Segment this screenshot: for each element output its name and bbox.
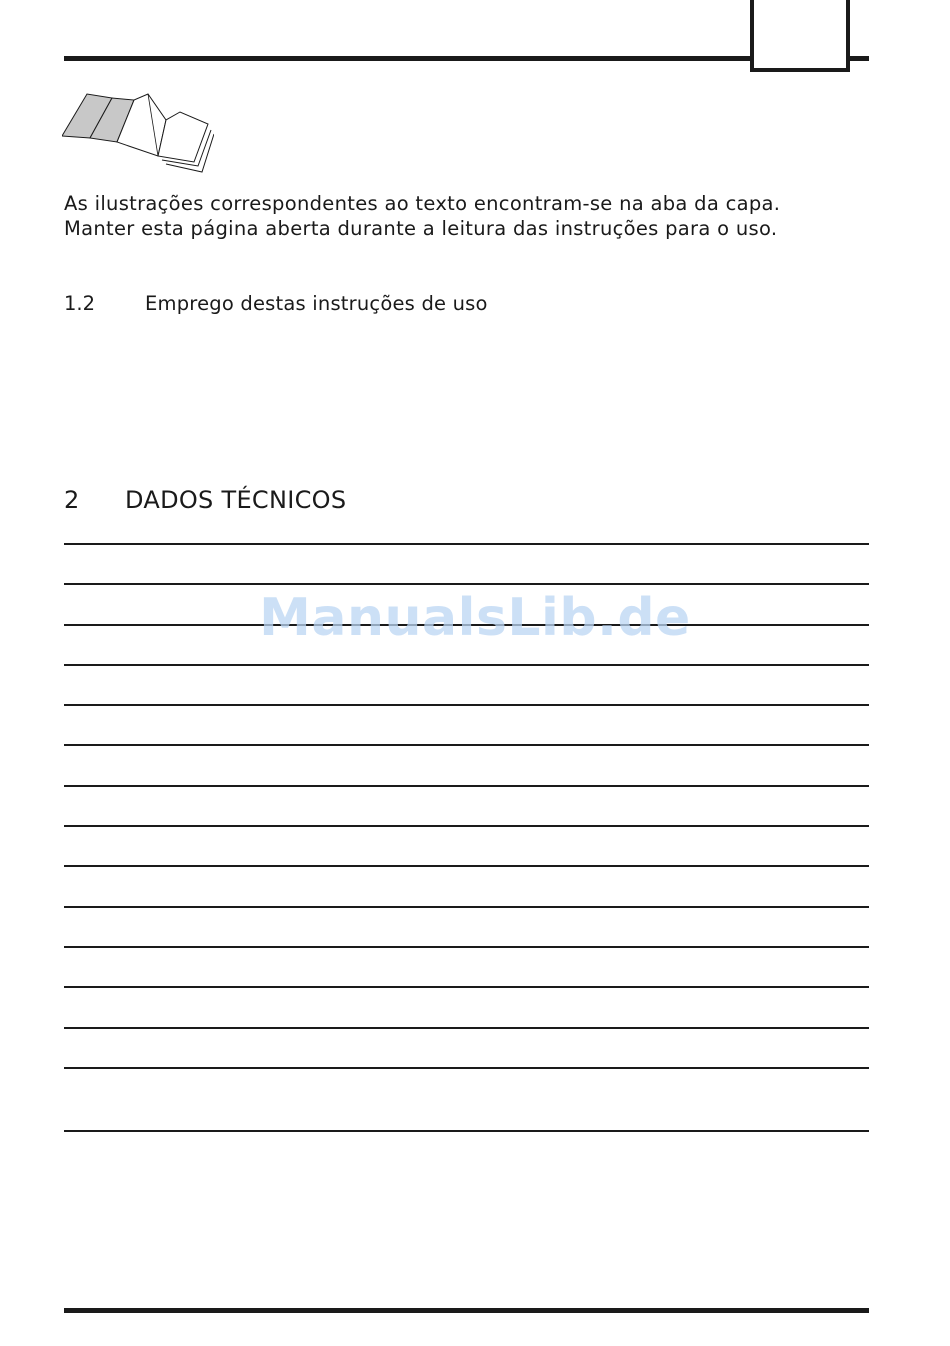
table-row <box>64 825 869 865</box>
table-row <box>64 906 869 946</box>
intro-line-1: As ilustrações correspondentes ao texto encontram-se na aba da capa. <box>64 192 781 215</box>
table-row <box>64 986 869 1026</box>
table-row <box>64 704 869 744</box>
table-row <box>64 865 869 905</box>
table-row <box>64 744 869 784</box>
table-row <box>64 1067 869 1132</box>
table-row <box>64 664 869 704</box>
subsection-number: 1.2 <box>64 292 96 315</box>
page-tab <box>750 0 850 72</box>
bottom-rule <box>64 1308 869 1313</box>
table-row <box>64 785 869 825</box>
section-number: 2 <box>64 486 80 514</box>
folded-booklet-icon <box>62 90 214 178</box>
table-row <box>64 1027 869 1067</box>
table-row <box>64 543 869 583</box>
table-row <box>64 946 869 986</box>
subsection-title: Emprego destas instruções de uso <box>145 292 488 315</box>
top-rule <box>64 56 869 61</box>
section-title: DADOS TÉCNICOS <box>125 486 347 514</box>
watermark: ManualsLib.de <box>259 588 691 648</box>
intro-line-2: Manter esta página aberta durante a leitura das instruções para o uso. <box>64 217 778 240</box>
